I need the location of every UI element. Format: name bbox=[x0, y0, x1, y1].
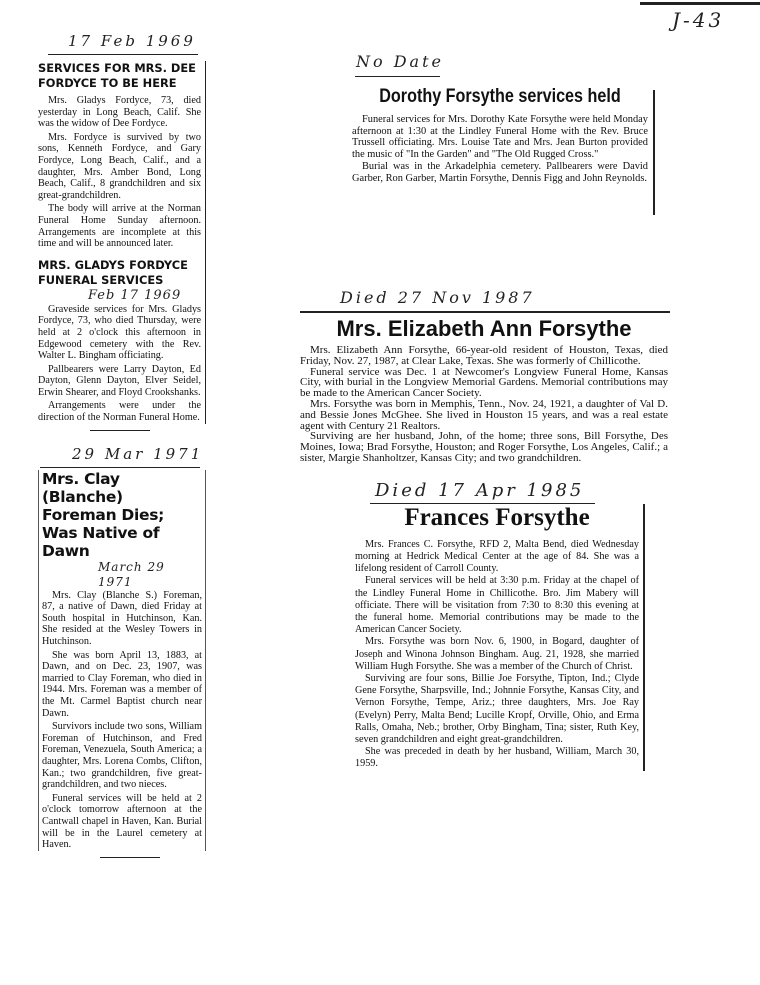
headline: SERVICES FOR MRS. DEE FORDYCE TO BE HERE bbox=[38, 61, 196, 90]
handwritten-date: March 29 1971 bbox=[98, 559, 165, 589]
divider bbox=[300, 311, 670, 313]
paragraph: Mrs. Clay (Blanche S.) Foreman, 87, a native of Dawn, died Friday at South hospital in Hutchinson, Kan. She resided at the Wesley Towers in Hutchinson. bbox=[42, 589, 202, 648]
paragraph: Funeral services will be held at 3:30 p.m. Friday at the chapel of the Lindley Funeral Home in Chillicothe. Bro. Jim Mabery will officiate. There will be visitation from 7:30 to 8:30 this evening at the funeral home. Memorial contributions may be made to the American Cancer Society. bbox=[355, 575, 639, 636]
paragraph: Pallbearers were Larry Dayton, Ed Dayton, Glenn Dayton, Elver Seidel, Erwin Shearer, and Floyd Crookshanks. bbox=[38, 363, 201, 398]
left-column bbox=[38, 32, 206, 858]
divider bbox=[40, 467, 200, 468]
paragraph: Graveside services for Mrs. Gladys Fordyce, 73, who died Thursday, were held at 2 o'clock this afternoon in Edgewood cemetery with the Rev. Walter L. Bingham officiating. bbox=[38, 303, 201, 362]
handwritten-date: 17 Feb 1969 bbox=[68, 32, 196, 50]
headline: Frances Forsythe bbox=[404, 503, 590, 531]
paragraph: Arrangements were under the direction of the Norman Funeral Home. bbox=[38, 400, 201, 424]
paragraph: She was preceded in death by her husband, William, March 30, 1959. bbox=[355, 746, 639, 770]
clipping-elizabeth-forsythe bbox=[300, 316, 668, 464]
headline: MRS. GLADYS FORDYCE FUNERAL SERVICES bbox=[38, 257, 188, 287]
divider bbox=[355, 76, 440, 77]
paragraph: Mrs. Frances C. Forsythe, RFD 2, Malta Bend, died Wednesday morning at Hedrick Medical Center at the age of 84. She was a lifelong resident of Carroll County. bbox=[355, 538, 639, 575]
paragraph: Surviving are four sons, Billie Joe Forsythe, Tipton, Ind.; Clyde Gene Forsythe, Sharpsville, Ind.; Johnnie Forsythe, Kansas City, and Vernon Forsythe, Tempe, Ariz.; three daughters, Mrs. Joe Ray (Evelyn) Perry, Malta Bend; Lucille Kropf, Orville, Ohio, and Erma Ralls, Omaha, Neb.; brother, Orby Bingham, Tina; sister, Ruth Key, seven grandchildren and eight great-grandchildren. bbox=[355, 673, 639, 746]
scan-edge-line bbox=[640, 2, 760, 5]
paragraph: Funeral services will be held at 2 o'clock tomorrow afternoon at the Cantwall chapel in Haven, Kan. Burial will be in the Laurel cemetery at Haven. bbox=[42, 792, 202, 851]
paragraph: Mrs. Fordyce is survived by two sons, Kenneth Fordyce, and Gary Fordyce, Long Beach, Calif., and a daughter, Mrs. Amber Bond, Long Beach, Calif., 8 grandchildren and six great-grandchildren. bbox=[38, 131, 201, 201]
clipping-dee-fordyce bbox=[38, 61, 206, 424]
divider bbox=[48, 54, 198, 55]
handwritten-date: No Date bbox=[356, 52, 444, 71]
headline: Mrs. Clay (Blanche) Foreman Dies; Was Native of Dawn bbox=[42, 469, 165, 560]
paragraph: Burial was in the Arkadelphia cemetery. Pallbearers were David Garber, Ron Garber, Martin Forsythe, Dennis Figg and John Reynolds. bbox=[352, 160, 648, 184]
handwritten-date: Feb 17 1969 bbox=[88, 287, 182, 303]
clipping-clay-foreman bbox=[38, 470, 206, 851]
paragraph: The body will arrive at the Norman Funeral Home Sunday afternoon. Arrangements are incomplete at this time and will be announced later. bbox=[38, 203, 201, 250]
paragraph: Mrs. Forsythe was born in Memphis, Tenn., Nov. 24, 1921, a daughter of Val D. and Bessie Jones McGhee. She lived in Houston 15 years, and was a real estate agent with Century 21 Realtors. bbox=[300, 397, 668, 432]
handwritten-date: Died 17 Apr 1985 bbox=[375, 479, 585, 501]
paragraph: Survivors include two sons, William Foreman of Hutchinson, and Fred Foreman, Venezuela, South America; a daughter, Mrs. Lorena Combs, Clifton, Kan.; two grandchildren, five great-grandchildren, and two nieces. bbox=[42, 721, 202, 791]
right-lower-column bbox=[300, 288, 670, 771]
headline: Dorothy Forsythe services held bbox=[379, 86, 621, 107]
paragraph: Mrs. Forsythe was born Nov. 6, 1900, in Bogard, daughter of Joseph and Winona Johnson Bingham. Aug. 21, 1928, she married William Hugh Forsythe. She was a member of the Church of Christ. bbox=[355, 636, 639, 672]
headline: Mrs. Elizabeth Ann Forsythe bbox=[336, 316, 632, 341]
paragraph: Funeral services for Mrs. Dorothy Kate Forsythe were held Monday afternoon at 1:30 at the Lindley Funeral Home with the Rev. Bruce Trussell officiating. Mrs. Louise Tate and Mrs. Jean Burton provided the music of "In the Garden" and "The Old Rugged Cross." bbox=[352, 114, 648, 161]
paragraph: Mrs. Elizabeth Ann Forsythe, 66-year-old resident of Houston, Texas, died Friday, Nov. 27, 1987, at Clear Lake, Texas. She was formerly of Chillicothe. bbox=[300, 344, 668, 367]
clipping-gladys-fordyce bbox=[38, 258, 201, 424]
handwritten-date: 29 Mar 1971 bbox=[72, 444, 204, 463]
page-label: J-43 bbox=[672, 8, 725, 32]
column-rule bbox=[653, 90, 655, 215]
paragraph: She was born April 13, 1883, at Dawn, and on Dec. 23, 1907, was married to Clay Foreman, who died in 1944. Mrs. Foreman was a member of the Mt. Carmel Baptist church near Dawn. bbox=[42, 649, 202, 719]
divider bbox=[90, 430, 150, 431]
clipping-frances-forsythe bbox=[355, 480, 645, 771]
divider bbox=[100, 857, 160, 858]
paragraph: Surviving are her husband, John, of the home; three sons, Bill Forsythe, Des Moines, Iowa; Brad Forsythe, Houston; and Roger Forsythe, Los Angeles, Calif.; a sister, Margie Shanholtzer, Kansas City; and two grandchildren. bbox=[300, 430, 668, 464]
paragraph: Funeral service was Dec. 1 at Newcomer's Longview Funeral Home, Kansas City, with burial in the Longview Memorial Gardens. Memorial contributions may be made to the American Cancer Society. bbox=[300, 365, 668, 400]
clipping-dorothy-forsythe bbox=[352, 86, 648, 184]
handwritten-date: Died 27 Nov 1987 bbox=[340, 288, 535, 307]
paragraph: Mrs. Gladys Fordyce, 73, died yesterday in Long Beach, Calif. She was the widow of Dee Fordyce. bbox=[38, 95, 201, 130]
